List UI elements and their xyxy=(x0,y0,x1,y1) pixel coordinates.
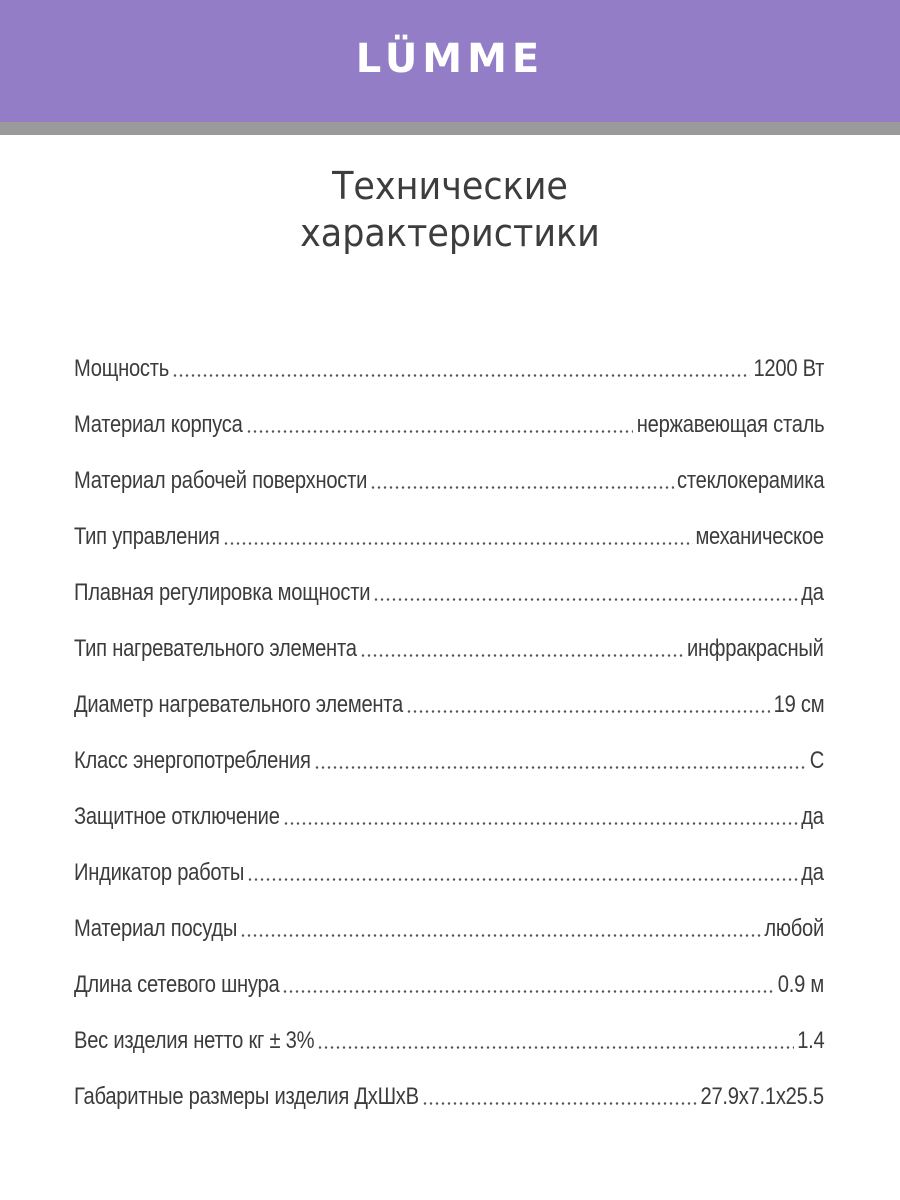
spec-value: 1.4 xyxy=(796,1027,824,1054)
spec-row xyxy=(74,605,824,661)
spec-row xyxy=(74,381,824,437)
spec-value: 27.9х7.1х25.5 xyxy=(700,1083,824,1110)
spec-label: Класс энергопотребления xyxy=(74,747,311,774)
spec-label: Мощность xyxy=(74,355,169,382)
spec-value: 0.9 м xyxy=(777,971,824,998)
spec-label: Вес изделия нетто кг ± 3% xyxy=(74,1027,315,1054)
spec-value: любой xyxy=(764,915,824,942)
page-title-line-1: Технические xyxy=(332,164,568,208)
page-title xyxy=(36,163,864,257)
spec-row xyxy=(74,997,824,1053)
spec-label: Тип нагревательного элемента xyxy=(74,635,357,662)
spec-row xyxy=(74,549,824,605)
spec-label: Плавная регулировка мощности xyxy=(74,579,371,606)
spec-value: да xyxy=(801,579,824,606)
spec-row xyxy=(74,941,824,997)
spec-label: Индикатор работы xyxy=(74,859,245,886)
spec-row xyxy=(74,1053,824,1109)
dot-leader xyxy=(283,822,799,825)
page-title-line-2: характеристики xyxy=(300,211,600,255)
spec-value: да xyxy=(801,859,824,886)
spec-row xyxy=(74,661,824,717)
spec-value: 1200 Вт xyxy=(753,355,824,382)
dot-leader xyxy=(247,878,798,881)
spec-label: Защитное отключение xyxy=(74,803,280,830)
spec-row xyxy=(74,325,824,381)
spec-label: Тип управления xyxy=(74,523,220,550)
brand-header xyxy=(0,0,900,122)
spec-row xyxy=(74,493,824,549)
dot-leader xyxy=(240,934,761,937)
spec-value: С xyxy=(809,747,824,774)
spec-value: механическое xyxy=(695,523,824,550)
spec-row xyxy=(74,773,824,829)
dot-leader xyxy=(360,654,685,657)
spec-label: Материал корпуса xyxy=(74,411,243,438)
spec-label: Материал рабочей поверхности xyxy=(74,467,368,494)
dot-leader xyxy=(422,1102,698,1105)
dot-leader xyxy=(314,766,807,769)
dot-leader xyxy=(172,374,750,377)
spec-row xyxy=(74,437,824,493)
spec-value: 19 см xyxy=(773,691,824,718)
spec-value: нержавеющая сталь xyxy=(636,411,824,438)
dot-leader xyxy=(246,430,634,433)
spec-list xyxy=(74,325,824,1109)
spec-value: стеклокерамика xyxy=(676,467,824,494)
dot-leader xyxy=(406,710,770,713)
spec-row xyxy=(74,885,824,941)
header-divider-strip xyxy=(0,122,900,135)
spec-label: Диаметр нагревательного элемента xyxy=(74,691,404,718)
dot-leader xyxy=(373,598,798,601)
dot-leader xyxy=(223,542,693,545)
spec-label: Материал посуды xyxy=(74,915,238,942)
spec-label: Длина сетевого шнура xyxy=(74,971,280,998)
dot-leader xyxy=(317,1046,793,1049)
spec-label: Габаритные размеры изделия ДхШхВ xyxy=(74,1083,419,1110)
spec-row xyxy=(74,717,824,773)
brand-logo: LÜMME xyxy=(355,36,545,82)
dot-leader xyxy=(282,990,774,993)
spec-row xyxy=(74,829,824,885)
spec-value: да xyxy=(801,803,824,830)
spec-value: инфракрасный xyxy=(687,635,824,662)
dot-leader xyxy=(370,486,674,489)
